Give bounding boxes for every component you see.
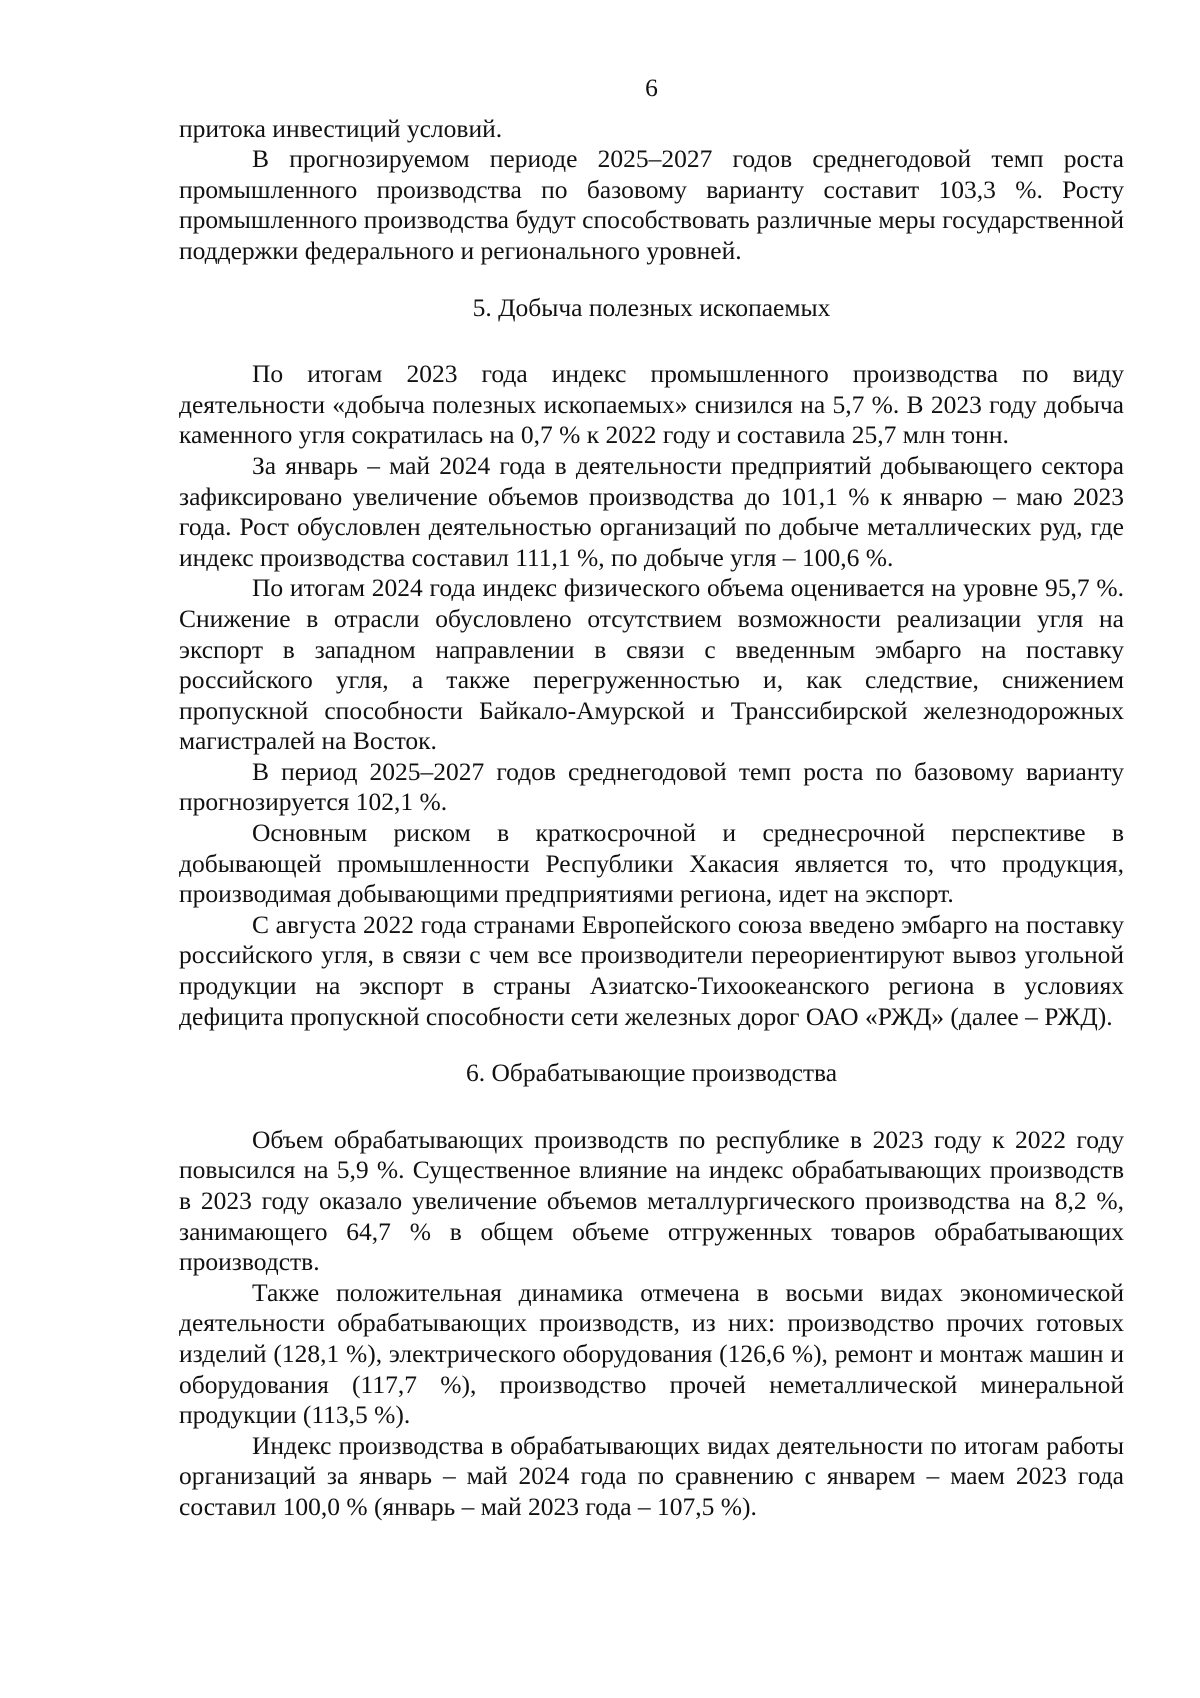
paragraph: Также положительная динамика отмечена в восьми видах экономической деятельности обрабатывающих производств, из них: производство прочих готовых изделий (128,1 %), электрического оборудования (126,6 %), ремонт и монтаж машин и оборудования (117,7 %), производство прочей неметаллической минеральной продукции (113,5 %).: [179, 1277, 1124, 1430]
paragraph: За январь – май 2024 года в деятельности предприятий добывающего сектора зафиксировано увеличение объемов производства до 101,1 % к январю – маю 2023 года. Рост обусловлен деятельностью организаций по добыче металлических руд, где индекс производства составил 111,1 %, по добыче угля – 100,6 %.: [179, 450, 1124, 572]
paragraph: По итогам 2024 года индекс физического объема оценивается на уровне 95,7 %. Снижение в отрасли обусловлено отсутствием возможности реализации угля на экспорт в западном направлении в связи с введенным эмбарго на поставку российского угля, а также перегруженностью и, как следствие, снижением пропускной способности Байкало-Амурской и Транссибирской железнодорожных магистралей на Восток.: [179, 573, 1124, 756]
section-heading-mining: 5. Добыча полезных ископаемых: [472, 292, 831, 322]
section-heading-manufacturing: 6. Обрабатывающие производства: [465, 1058, 838, 1088]
paragraph: Индекс производства в обрабатывающих видах деятельности по итогам работы организаций за январь – май 2024 года по сравнению с январем – маем 2023 года составил 100,0 % (январь – май 2023 года – 107,5 %).: [179, 1430, 1124, 1521]
paragraph: В период 2025–2027 годов среднегодовой темп роста по базовому варианту прогнозируется 102,1 %.: [179, 756, 1124, 817]
paragraph: С августа 2022 года странами Европейского союза введено эмбарго на поставку российского угля, в связи с чем все производители переориентируют вывоз угольной продукции на экспорт в страны Азиатско-Тихоокеанского региона в условиях дефицита пропускной способности сети железных дорог ОАО «РЖД» (далее – РЖД).: [179, 909, 1124, 1031]
paragraph: Объем обрабатывающих производств по республике в 2023 году к 2022 году повысился на 5,9 %. Существенное влияние на индекс обрабатывающих производств в 2023 году оказало увеличение объемов металлургического производства на 8,2 %, занимающего 64,7 % в общем объеме отгруженных товаров обрабатывающих производств.: [179, 1124, 1124, 1277]
paragraph: Основным риском в краткосрочной и среднесрочной перспективе в добывающей промышленности Республики Хакасия является то, что продукция, производимая добывающими предприятиями региона, идет на экспорт.: [179, 818, 1124, 909]
paragraph-continuation: притока инвестиций условий.: [179, 113, 503, 143]
paragraph: По итогам 2023 года индекс промышленного производства по виду деятельности «добыча полезных ископаемых» снизился на 5,7 %. В 2023 году добыча каменного угля сократилась на 0,7 % к 2022 году и составила 25,7 млн тонн.: [179, 359, 1124, 450]
paragraph: В прогнозируемом периоде 2025–2027 годов среднегодовой темп роста промышленного производства по базовому варианту составит 103,3 %. Росту промышленного производства будут способствовать различные меры государственной поддержки федерального и регионального уровней.: [179, 144, 1124, 265]
page-number: 6: [645, 73, 658, 102]
